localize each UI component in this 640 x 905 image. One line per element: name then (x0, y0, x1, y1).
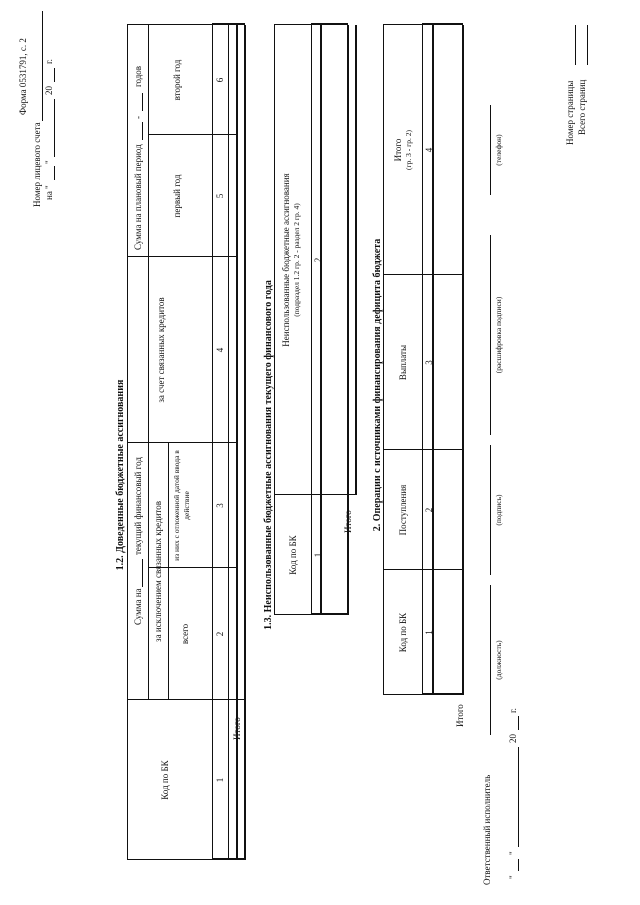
account-number-line[interactable] (42, 11, 43, 121)
date-day-line[interactable] (54, 166, 55, 180)
date-on-label: на " (44, 185, 54, 200)
page-number-line[interactable] (575, 25, 576, 65)
pages-total-label: Всего страниц (577, 79, 587, 135)
signature-line[interactable] (490, 445, 491, 575)
form-sheet: Форма 0531791, с. 2 Номер лицевого счета на " " 20 г. 1.2. Доведенные бюджетные ассигнования Код по БК Сумма на текущий финансовый год Сумма на плановый период - годов за исключением связанных кредитов всего из них с отложенной датой ввода в действие за счет связанных кредитов первый год второй год 1 2 3 4 5 6 Итого 1.3. Неиспользованные бюджетные ассигнования текущего финансового года Код по БК Неиспользованные бюджетные ассигнования (подраздел 1.2 гр. 2 - раздел 2 гр. 4) 1 2 Итого 2. Операции с источниками финансирования дефицита бюджета Код по БК Поступления Выплаты Итого (гр. 3 - гр. 2) 1 2 3 4 Итого Ответственный исполнитель (должность) (подпись) (расшифровка подписи) (телефон) " " 20 г. Номер страницы Всего страниц (0, 0, 640, 905)
section-1-3-title: 1.3. Неиспользованные бюджетные ассигнования текущего финансового года (263, 280, 274, 630)
phone-line[interactable] (490, 105, 491, 195)
position-line[interactable] (490, 585, 491, 735)
date-month-line[interactable] (54, 99, 55, 157)
section-2-title: 2. Операции с источниками финансирования дефицита бюджета (372, 238, 383, 532)
footer-date-year-line[interactable] (518, 716, 519, 730)
itogo-1-2: Итого (232, 717, 242, 740)
planning-start-line[interactable] (142, 122, 143, 140)
section-1-2-title: 1.2. Доведенные бюджетные ассигнования (115, 379, 126, 571)
form-reference: Форма 0531791, с. 2 (18, 38, 28, 115)
signature-decoding-line[interactable] (490, 235, 491, 435)
account-number-label: Номер лицевого счета (32, 122, 42, 207)
footer-date-day-line[interactable] (518, 859, 519, 871)
planning-end-line[interactable] (142, 93, 143, 111)
itogo-2: Итого (455, 704, 465, 727)
pages-total-line[interactable] (587, 25, 588, 65)
page-number-label: Номер страницы (565, 80, 575, 145)
itogo-1-3: Итого (343, 510, 353, 533)
executor-label: Ответственный исполнитель (482, 774, 492, 885)
date-year-line[interactable] (54, 68, 55, 82)
sum-on-date-line[interactable] (142, 559, 143, 587)
footer-date-month-line[interactable] (518, 747, 519, 847)
col-code-header: Код по БК (160, 760, 170, 800)
